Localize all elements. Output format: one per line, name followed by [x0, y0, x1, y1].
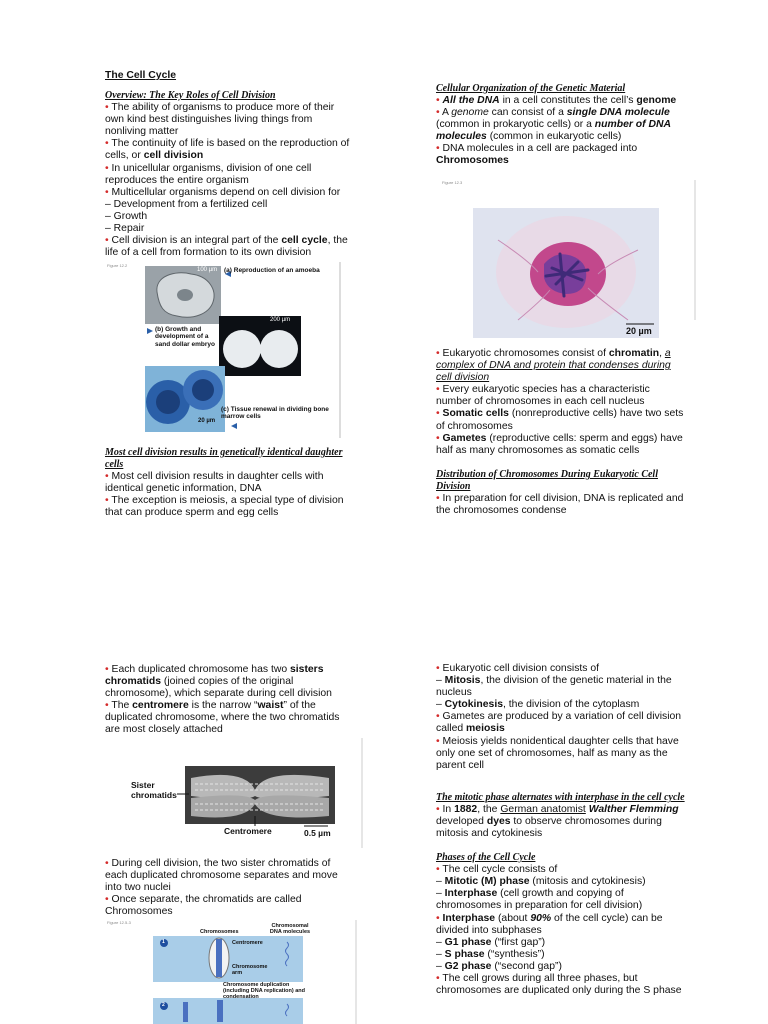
scale-bar-a: 100 µm	[197, 267, 218, 273]
dash-item: – Cytokinesis, the division of the cytoplasm	[436, 699, 640, 711]
bullet-item: • In 1882, the German anatomist Walther Flemming developed dyes to observe chromosomes during mitosis and cytokinesis	[436, 803, 679, 840]
chromatin-figure	[438, 180, 696, 345]
dash-item: – Interphase (cell growth and copying of chromosomes in preparation for cell division)	[436, 888, 643, 912]
centromere-label: Centromere	[224, 826, 272, 836]
right-bottom-column	[436, 663, 691, 997]
chromosome-duplication-figure	[105, 918, 357, 1024]
bullet-item: • Gametes (reproductive cells: sperm and eggs) have half as many chromosomes as somatic cells	[436, 432, 683, 456]
bullet-item: • Eukaryotic chromosomes consist of chromatin, a complex of DNA and protein that condenses during cell division	[436, 348, 671, 384]
bullet-item: • Meiosis yields nonidentical daughter cells that have only one set of chromosomes, half as many as the parent cell	[436, 735, 679, 771]
bullet-item: • Cell division is an integral part of the cell cycle, the life of a cell from formation to its own division	[105, 235, 348, 259]
chromosome-arm-label: Chromosome arm	[232, 964, 268, 976]
bullet-item: • DNA molecules in a cell are packaged into	[436, 143, 638, 155]
scale-bar: 0.5 µm	[304, 828, 331, 838]
bullet-item: • The cell grows during all three phases, but chromosomes are duplicated only during the S phase	[436, 972, 682, 997]
bullet-item: • Most cell division results in daughter cells with identical genetic information, DNA	[105, 471, 324, 495]
bullet-item: • Gametes are produced by a variation of cell division called meiosis	[436, 711, 682, 735]
bullet-item: • Once separate, the chromatids are called Chromosomes	[105, 894, 302, 918]
dash-item: – G1 phase (“first gap”)	[436, 936, 546, 948]
dash-item: – Growth	[105, 210, 148, 222]
dash-item: – Repair	[105, 223, 145, 235]
section-heading: Most cell division results in genetically identical daughter cells	[105, 447, 343, 470]
bold-term: Chromosomes	[436, 155, 509, 167]
left-top-lower	[105, 447, 350, 519]
bullet-item: • In unicellular organisms, division of one cell reproduces the entire organism	[105, 162, 312, 186]
duplication-label: Chromosome duplication (including DNA replication) and condensation	[223, 982, 305, 1000]
caption-b: (b) Growth and development of a sand dollar embryo	[155, 326, 215, 348]
sister-chromatids-label: Sister chromatids	[131, 780, 177, 800]
section-heading: Cellular Organization of the Genetic Material	[436, 83, 626, 94]
dash-item: – Mitosis, the division of the genetic material in the nucleus	[436, 675, 672, 699]
sister-chromatids-figure	[105, 738, 363, 848]
scale-bar: 20 µm	[626, 326, 652, 336]
page-title: The Cell Cycle	[105, 70, 177, 81]
bullet-item: • Multicellular organisms depend on cell division for	[105, 186, 341, 198]
bullet-item: • The exception is meiosis, a special type of division that can produce sperm and egg cells	[105, 495, 344, 519]
scale-bar-c: 20 µm	[198, 418, 216, 424]
left-bottom-lower	[105, 858, 355, 918]
bullet-item: • The centromere is the narrow “waist” of the duplicated chromosome, where the two chromatids are most closely attached	[105, 700, 340, 736]
bullet-item: • Interphase (about 90% of the cell cycle) can be divided into subphases	[436, 912, 663, 936]
dash-item: – Development from a fertilized cell	[105, 198, 268, 210]
bullet-item: • The ability of organisms to produce more of their own kind best distinguishes living things from nonliving matter	[105, 102, 335, 138]
caption-c: (c) Tissue renewal in dividing bone marrow cells	[221, 406, 329, 421]
bullet-item: • The cell cycle consists of	[436, 864, 558, 876]
cell-division-figure	[105, 262, 341, 438]
bullet-item: • Each duplicated chromosome has two sisters chromatids (joined copies of the original chromosome), which separate during cell division	[105, 664, 332, 700]
bullet-item: • Eukaryotic cell division consists of	[436, 663, 600, 674]
bullet-item: • All the DNA in a cell constitutes the cell’s genome	[436, 95, 677, 106]
figure-label: Figure 12.5-3	[107, 920, 131, 925]
section-heading: Distribution of Chromosomes During Eukaryotic Cell Division	[436, 468, 658, 492]
section-heading: The mitotic phase alternates with interphase in the cell cycle	[436, 791, 685, 803]
left-bottom-column	[105, 664, 355, 737]
bullet-item: • During cell division, the two sister chromatids of each duplicated chromosome separates and move into two nuclei	[105, 858, 338, 894]
figure-label: Figure 12.2	[107, 263, 128, 268]
right-top-column	[436, 83, 686, 168]
bullet-item: • The continuity of life is based on the reproduction of cells, or cell division	[105, 138, 350, 162]
figure-label: Figure 12.3	[442, 180, 463, 185]
overview-heading: Overview: The Key Roles of Cell Division	[105, 90, 276, 102]
dash-item: – G2 phase (“second gap”)	[436, 960, 562, 972]
dna-label: Chromosomal DNA molecules	[269, 923, 311, 935]
section-heading: Phases of the Cell Cycle	[436, 852, 536, 864]
centromere-label: Centromere	[232, 940, 263, 946]
right-top-lower	[436, 348, 686, 517]
step-1-label: 1	[162, 939, 165, 945]
left-top-column	[105, 70, 350, 259]
bullet-item: • Somatic cells (nonreproductive cells) have two sets of chromosomes	[436, 408, 684, 432]
caption-a: (a) Reproduction of an amoeba	[224, 267, 320, 274]
figure-graphic	[438, 180, 696, 345]
bullet-item: • A genome can consist of a single DNA molecule (common in prokaryotic cells) or a number of DNA molecules (common in eukaryotic cells)	[436, 107, 671, 143]
step-2-label: 2	[162, 1002, 165, 1008]
scale-bar-b: 200 µm	[270, 317, 291, 323]
dash-item: – Mitotic (M) phase (mitosis and cytokinesis)	[436, 876, 646, 888]
bullet-item: • Every eukaryotic species has a characteristic number of chromosomes in each cell nucleus	[436, 384, 650, 408]
bullet-item: • In preparation for cell division, DNA is replicated and the chromosomes condense	[436, 492, 684, 516]
chromosomes-label: Chromosomes	[200, 929, 239, 935]
dash-item: – S phase (“synthesis”)	[436, 948, 545, 960]
